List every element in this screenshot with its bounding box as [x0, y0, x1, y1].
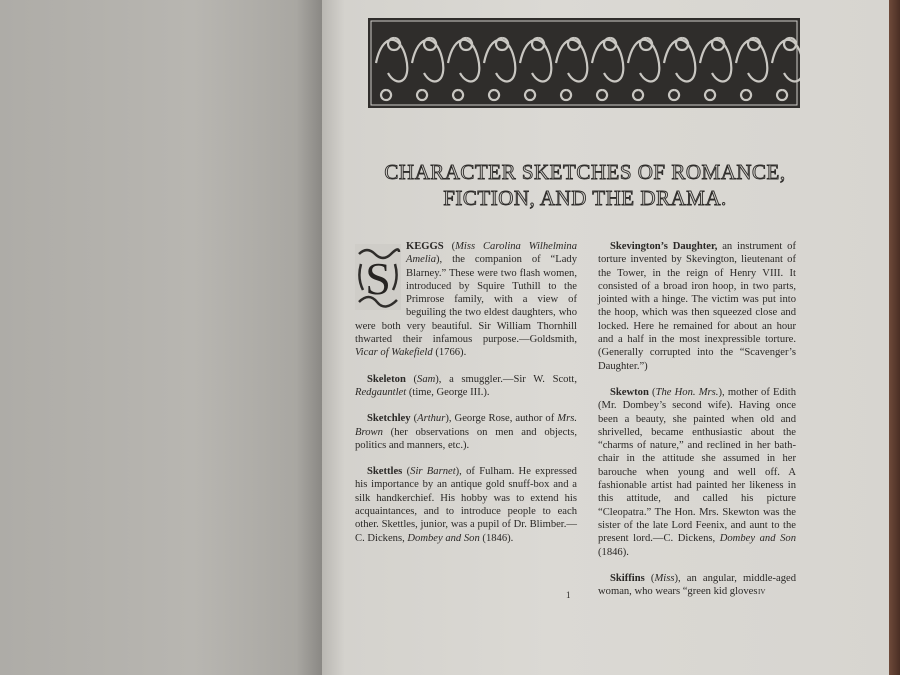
- svg-text:S: S: [365, 253, 391, 304]
- illuminated-drop-cap: [355, 244, 401, 310]
- entry-text: (: [402, 466, 411, 478]
- entry-italic-text: Dombey and Son: [719, 533, 796, 545]
- entry-italic-text: Sir Barnet: [410, 466, 456, 478]
- entry-headword: Skevington’s Daughter,: [610, 241, 718, 252]
- entry-italic-text: Arthur: [417, 413, 446, 425]
- entry-headword: Sketchley: [367, 413, 411, 425]
- dictionary-entry: [355, 373, 577, 400]
- entry-text: (: [410, 413, 418, 425]
- entry-headword: Skiffins: [610, 572, 645, 584]
- entry-text: an instrument of torture invented by Skevington, lieutenant of the Tower, in the reign of Henry VIII. It consisted of a broad iron hoop, in two parts, jointed with a hinge. The victim was put into the hoop, which was then squeezed close and locked. Here he remained for about an hour and a half in the most inexpressible torture. (Generally corrupted into the “Scavenger’s Daughter.”): [598, 241, 796, 372]
- entry-text: (her observations on men and objects, politics and manners, etc.).: [355, 426, 577, 451]
- entry-text: (time, George III.).: [406, 386, 490, 398]
- dictionary-entry: [598, 386, 796, 559]
- entry-text: ), mother of Edith (Mr. Dombey’s second wife). Having once been a beauty, she painted when old and shrivelled, became enthusiastic about the “charms of nature,” and reclined in her bath-chair in the attitude she assumed in her barouche when young and well off. A fashionable artist had painted her likeness in this attitude, and called his picture “Cleopatra.” The Hon. Mrs. Skewton was the sister of the late Lord Feenix, and aunt to the present lord.—C. Dickens,: [598, 386, 796, 545]
- entry-text: ), the companion of “Lady Blarney.” These were two flash women, introduced by Squire Tuthill to the Primrose family, with a view of beguiling the two eldest daughters, who were both very beautiful. Sir William Thornhill thwarted their infamous purpose.—Goldsmith,: [355, 254, 577, 346]
- dictionary-entry: [598, 240, 796, 373]
- entry-text: ), George Rose, author of: [445, 413, 558, 425]
- title-text: FICTION, AND THE DRAMA.: [443, 186, 727, 210]
- entry-text: ), a smuggler.—Sir W. Scott,: [435, 373, 577, 385]
- entry-headword: Skettles: [367, 466, 403, 478]
- entry-text: (: [644, 572, 655, 584]
- entry-italic-text: Dombey and Son: [407, 532, 480, 544]
- entry-headword: Skewton: [610, 386, 649, 398]
- entry-text: (: [405, 373, 418, 385]
- entry-italic-text: The Hon. Mrs.: [655, 386, 719, 398]
- entry-text: (1846).: [598, 546, 629, 558]
- entry-text: ), an angular, middle-aged woman, who wears “green kid gloves: [598, 572, 796, 598]
- entry-text: (1766).: [432, 347, 467, 359]
- entry-text: (: [443, 241, 456, 252]
- entry-italic-text: Mrs. Brown: [355, 413, 577, 438]
- dictionary-entry: [598, 572, 796, 599]
- entry-italic-text: Miss Carolina Wilhelmina Amelia: [406, 241, 577, 266]
- entry-italic-text: Sam: [417, 373, 436, 385]
- page-number: 1: [566, 590, 571, 600]
- left-column: [355, 240, 577, 558]
- entry-text: (1846).: [479, 532, 514, 544]
- entry-italic-text: Miss: [654, 572, 675, 584]
- entry-italic-text: Redgauntlet: [355, 386, 407, 398]
- entry-italic-text: Vicar of Wakefield: [355, 347, 433, 359]
- signature-mark: IV: [758, 588, 766, 596]
- entry-headword: KEGGS: [406, 241, 444, 252]
- left-page: [0, 0, 322, 675]
- chapter-title-line-1: [350, 160, 820, 185]
- dictionary-entry: [355, 412, 577, 452]
- title-text: CHARACTER SKETCHES OF ROMANCE,: [384, 160, 786, 184]
- dictionary-entry: [355, 465, 577, 545]
- entry-text: ), of Fulham. He expressed his importance by an antique gold snuff-box and a silk handkerchief. His hobby was to extend his acquaintances, and to introduce people to each other. Skettles, junior, was a pupil of Dr. Blimber.—C. Dickens,: [355, 466, 577, 544]
- entry-text: (: [648, 386, 656, 398]
- ornamental-header-banner: [368, 18, 800, 108]
- entry-headword: Skeleton: [367, 373, 406, 385]
- chapter-title-line-2: [350, 186, 820, 211]
- right-column: [598, 240, 796, 611]
- book-binding: [889, 0, 900, 675]
